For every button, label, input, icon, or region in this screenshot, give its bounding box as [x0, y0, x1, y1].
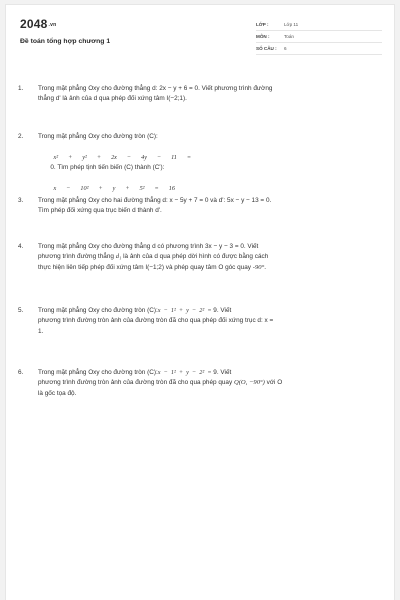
- question-number: 4.: [18, 243, 24, 250]
- eq-term: 4y: [141, 153, 147, 161]
- question-text-line: phương trình đường tròn ảnh của đường tròn đã cho qua phép đối xứng trục d: x =: [38, 317, 274, 325]
- eq-term: y: [112, 185, 116, 193]
- eq-term: 16: [168, 185, 175, 193]
- eq-term: 5²: [139, 185, 145, 193]
- document-page: [5, 4, 395, 600]
- question-text-inline: .: [264, 263, 267, 271]
- question-1: [18, 84, 380, 105]
- math-expression: Q(O, −90°): [233, 379, 265, 387]
- question-text-inline: 9. Viết: [211, 369, 232, 376]
- math-expression: x − 1² + y − 2² =: [157, 307, 212, 314]
- question-text-line: Tìm phép đối xứng qua trục biến d thành d'.: [38, 207, 162, 215]
- eq-term: 2x: [111, 153, 117, 161]
- eq-term: 10²: [80, 185, 89, 193]
- eq-term: +: [125, 185, 130, 193]
- question-text-line: thẳng d' là ảnh của d qua phép đối xứng tâm I(−2;1).: [38, 95, 187, 103]
- equation-line-1: [38, 142, 380, 173]
- meta-key: MÔN :: [256, 34, 270, 39]
- question-text-line: Trong mặt phẳng Oxy cho đường thẳng d có phương trình 3x − y − 3 = 0. Viết: [38, 243, 259, 250]
- question-text-inline: phương trình đường tròn ảnh của đường tròn đã cho qua phép quay: [38, 379, 234, 387]
- question-text-line: là gốc tọa độ.: [38, 389, 77, 397]
- question-text-line: 1.: [38, 327, 44, 335]
- question-text-inline: phương trình đường thẳng: [38, 253, 116, 261]
- question-text-inline: Trong mặt phẳng Oxy cho đường tròn (C):: [38, 369, 158, 376]
- question-text-line: Trong mặt phẳng Oxy cho đường thẳng d: 2x − y + 6 = 0. Viết phương trình đường: [38, 85, 273, 92]
- question-4: [18, 242, 380, 273]
- question-text-inline: Trong mặt phẳng Oxy cho đường tròn (C):: [38, 307, 158, 314]
- eq-term: −: [126, 153, 132, 161]
- question-text-inline: thực hiện liên tiếp phép đối xứng tâm I(−1;2) và phép quay tâm O góc quay: [38, 263, 253, 271]
- question-number: 6.: [18, 369, 24, 376]
- meta-row-count: [256, 43, 382, 55]
- question-6: [18, 368, 380, 399]
- math-expression: -90°: [252, 263, 265, 271]
- question-2: [18, 132, 380, 205]
- eq-term: −: [66, 185, 71, 193]
- meta-row-class: [256, 19, 382, 31]
- question-text-line: Trong mặt phẳng Oxy cho hai đường thẳng d: x − 5y + 7 = 0 và d': 5x − y − 13 = 0.: [38, 197, 272, 204]
- math-expression: x − 1² + y − 2² =: [157, 369, 212, 376]
- eq-term: +: [96, 153, 102, 161]
- page-header: [6, 5, 394, 71]
- eq-term: x²: [53, 153, 59, 161]
- meta-row-subject: [256, 31, 382, 43]
- logo-extension-text: .vn: [48, 21, 57, 28]
- eq-term: +: [98, 185, 103, 193]
- meta-value: Lớp 11: [284, 22, 299, 27]
- question-text-inline: với O: [264, 379, 283, 387]
- question-text-inline: 0. Tìm phép tịnh tiến biến (C) thành (C'):: [50, 164, 165, 172]
- meta-key: LỚP :: [256, 22, 269, 27]
- question-number: 5.: [18, 307, 24, 314]
- question-text-inline: 9. Viết: [211, 307, 232, 314]
- eq-term: −: [156, 153, 162, 161]
- question-text-line: [38, 252, 380, 262]
- eq-term: =: [154, 185, 159, 193]
- question-text-line: [38, 378, 380, 388]
- site-logo[interactable]: [20, 17, 56, 31]
- document-meta: [256, 19, 382, 55]
- question-text-line: [38, 263, 380, 273]
- eq-term: y²: [82, 153, 87, 161]
- logo-main-text: 2048: [20, 17, 48, 31]
- document-title: Đề toán tổng hợp chương 1: [20, 38, 111, 45]
- question-text-line: Trong mặt phẳng Oxy cho đường tròn (C):: [38, 133, 158, 140]
- question-text-line: [38, 368, 380, 378]
- math-expression: d₁: [115, 253, 122, 261]
- question-5: [18, 306, 380, 337]
- question-text-inline: là ảnh của d qua phép dời hình có được bằng cách: [121, 253, 269, 261]
- question-text-line: [38, 306, 380, 316]
- eq-term: 11: [171, 153, 177, 161]
- meta-value: 6: [284, 46, 287, 51]
- eq-term: x: [53, 185, 57, 193]
- question-number: 3.: [18, 197, 24, 204]
- eq-term: =: [186, 153, 192, 161]
- question-number: 2.: [18, 133, 24, 140]
- eq-term: +: [68, 153, 73, 161]
- meta-key: SỐ CÂU :: [256, 46, 277, 51]
- question-number: 1.: [18, 85, 24, 92]
- meta-value: Toán: [284, 34, 294, 39]
- question-3: [18, 196, 380, 217]
